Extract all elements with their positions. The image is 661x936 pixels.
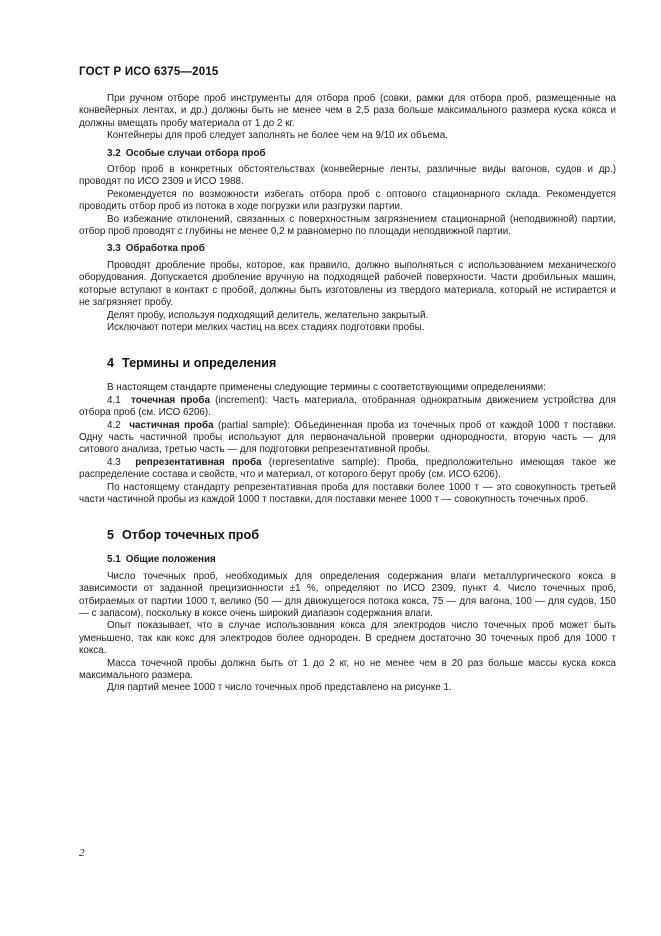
term-text: (increment): Часть материала, отобранная однократным движением устройства для отбора проб (см. ИСО 6206).	[79, 394, 616, 419]
paragraph: Исключают потери мелких частиц на всех стадиях подготовки пробы.	[107, 321, 425, 333]
paragraph: Делят пробу, используя подходящий делитель, желательно закрытый.	[107, 309, 429, 321]
section-title: Термины и определения	[122, 356, 277, 371]
subsection-number: 5.1	[107, 554, 121, 566]
subsection-number: 3.3	[107, 243, 121, 255]
term-number: 4.1	[107, 394, 121, 406]
subsection-title: Особые случаи отбора проб	[125, 147, 266, 159]
section-heading-5	[79, 528, 616, 543]
term-text: (representative sample): Проба, предположительно имеющая такое же распределение состава и свойств, что и материал, от которого берут пробу (см. ИСО 6206).	[79, 456, 616, 481]
term-definition-4-3	[79, 457, 616, 482]
paragraph: Проводят дробление пробы, которое, как правило, должно выполняться с использованием механического оборудования. Допускается дробление вручную на подходящей рабочей поверхности. Части дробильных машин, которые вступают в контакт с пробой, должны быть изготовлены из твердого материала, который не истирается и не загрязняет пробу.	[79, 259, 616, 309]
term-name: репрезентативная проба	[135, 456, 262, 468]
page-header: ГОСТ Р ИСО 6375—2015	[79, 66, 219, 78]
term-name: частичная проба	[129, 419, 214, 431]
term-number: 4.2	[107, 419, 121, 431]
subsection-number: 3.2	[107, 147, 121, 159]
section-number: 5	[107, 528, 115, 543]
term-number: 4.3	[107, 456, 121, 468]
section-heading-4	[79, 356, 616, 371]
paragraph: Рекомендуется по возможности избегать отбора проб с оптового стационарного склада. Рекомендуется проводить отбор проб из потока в ходе погрузки или разгрузки партии.	[79, 188, 616, 213]
term-name: точечная проба	[131, 394, 210, 406]
paragraph: Опыт показывает, что в случае использования кокса для электродов число точечных проб может быть уменьшено, так как кокс для электродов более однороден. В среднем достаточно 30 точечных проб для 1000 т кокса.	[79, 620, 616, 657]
subsection-heading-5-1	[79, 554, 616, 566]
subsection-title: Обработка проб	[125, 243, 205, 255]
paragraph: Во избежание отклонений, связанных с поверхностным загрязнением стационарной (неподвижной) партии, отбор проб проводят с глубины не менее 0,2 м равномерно по площади неподвижной партии.	[79, 213, 616, 238]
paragraph: В настоящем стандарте применены следующие термины с соответствующими определениями:	[107, 382, 546, 394]
page-content	[79, 93, 616, 695]
paragraph: Для партий менее 1000 т число точечных проб представлено на рисунке 1.	[107, 682, 452, 694]
page-number: 2	[79, 847, 85, 859]
paragraph: Масса точечной пробы должна быть от 1 до 2 кг, но не менее чем в 20 раз больше массы куска кокса максимального размера.	[79, 657, 616, 682]
paragraph: При ручном отборе проб инструменты для отбора проб (совки, рамки для отбора проб, размещенные на конвейерных лентах, и др.) должны быть не менее чем в 2,5 раза больше максимального размера куска кокса и должны вмещать пробу материала от 1 до 2 кг.	[79, 93, 616, 129]
paragraph: Контейнеры для проб следует заполнять не более чем на 9/10 их объема.	[107, 130, 448, 142]
paragraph: По настоящему стандарту репрезентативная проба для поставки более 1000 т — это совокупность третьей части частичной пробы из каждой 1000 т поставки, для поставки менее 1000 т — совокупность точечных проб.	[79, 481, 616, 505]
subsection-heading-3-2	[79, 148, 616, 160]
subsection-title: Общие положения	[125, 554, 216, 566]
section-title: Отбор точечных проб	[122, 528, 259, 543]
term-definition-4-1	[79, 395, 616, 420]
term-text: (partial sample): Объединенная проба из точечных проб от каждой 1000 т поставки. Одну часть частичной пробы используют для первоначальной проверки однородности, вторую часть — для ситового анализа, третью часть — для подготовки репрезентативной пробы.	[79, 419, 616, 456]
section-number: 4	[107, 356, 115, 371]
paragraph: Отбор проб в конкретных обстоятельствах (конвейерные ленты, различные виды вагонов, судов и др.) проводят по ИСО 2309 и ИСО 1988.	[79, 164, 616, 188]
term-definition-4-2	[79, 420, 616, 457]
paragraph: Число точечных проб, необходимых для определения содержания влаги металлургического кокса в зависимости от заданной прецизионности ±1 %, определяют по ИСО 2309, пункт 4. Число точечных проб, отбираемых от партии 1000 т, велико (50 — для движущегося потока кокса, 75 — для вагона, 100 — для судов, 150 — с запасом), поскольку в коксе очень широкий диапазон содержания влаги.	[79, 570, 616, 619]
subsection-heading-3-3	[79, 243, 616, 255]
